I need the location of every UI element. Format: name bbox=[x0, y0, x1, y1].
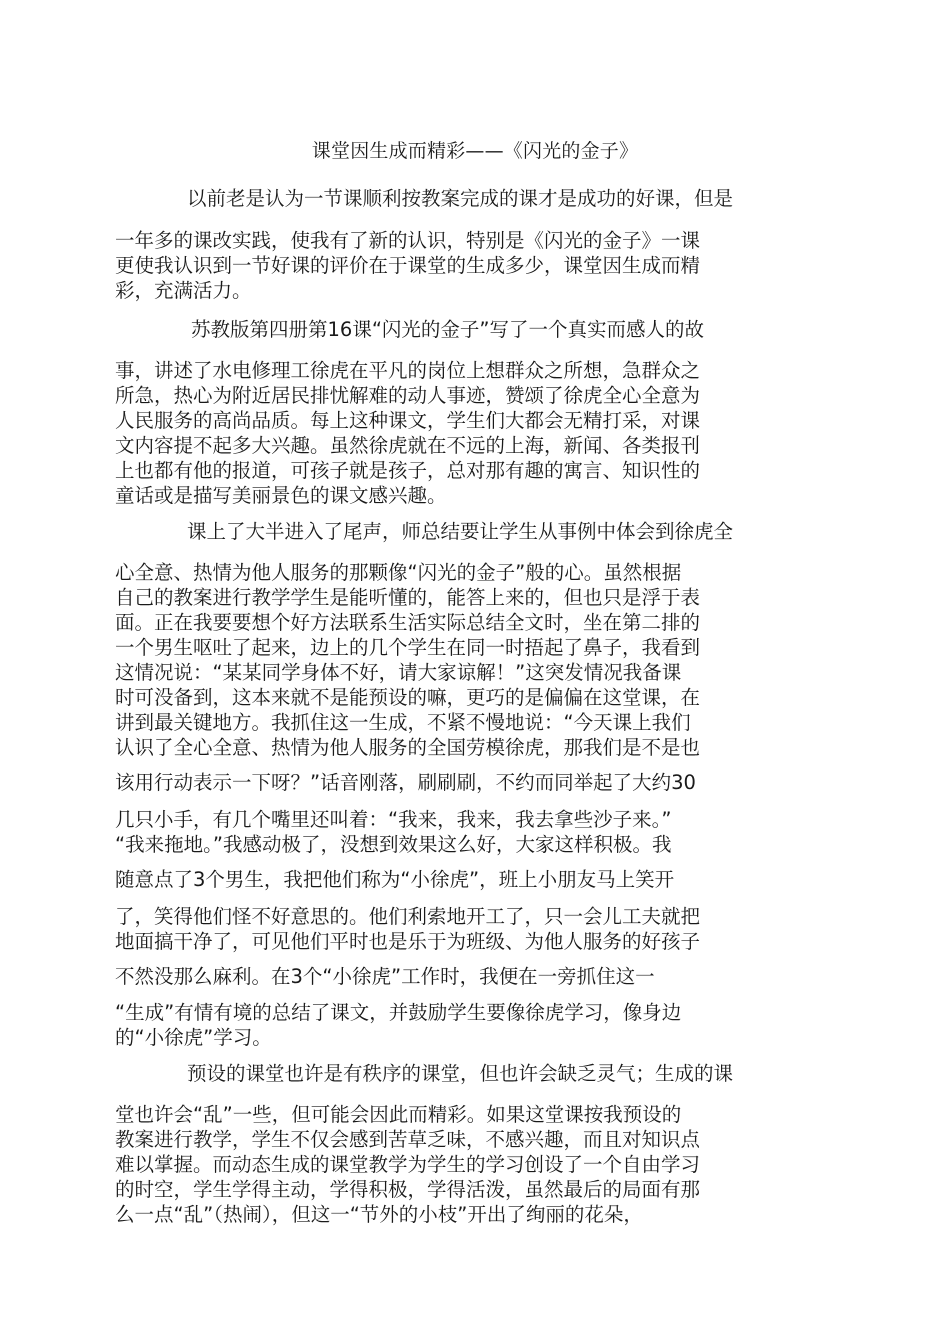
paragraph-3-line-2: 心全意、热情为他人服务的那颗像“闪光的金子”般的心。虽然根据 bbox=[115, 561, 682, 584]
paragraph-4-line-3: 教案进行教学，学生不仅会感到苦草乏味，不感兴趣，而且对知识点 bbox=[115, 1128, 701, 1151]
paragraph-3-line-17: “生成”有情有境的总结了课文，并鼓励学生要像徐虎学习，像身边 bbox=[115, 1001, 682, 1024]
paragraph-3-line-5: 一个男生呕吐了起来，边上的几个学生在同一时捂起了鼻子，我看到 bbox=[115, 636, 701, 659]
paragraph-2-line-3: 所急，热心为附近居民排忧解难的动人事迹，赞颂了徐虎全心全意为 bbox=[115, 384, 701, 407]
paragraph-2-line-5: 文内容提不起多大兴趣。虽然徐虎就在不远的上海，新闻、各类报刊 bbox=[115, 434, 701, 457]
paragraph-4-line-1: 预设的课堂也许是有秩序的课堂，但也许会缺乏灵气；生成的课 bbox=[187, 1062, 734, 1085]
paragraph-3-line-11: 几只小手，有几个嘴里还叫着：“我来，我来，我去拿些沙子来。” bbox=[115, 808, 672, 831]
paragraph-1-line-2: 一年多的课改实践，使我有了新的认识，特别是《闪光的金子》一课 bbox=[115, 229, 701, 252]
paragraph-4-line-4: 难以掌握。而动态生成的课堂教学为学生的学习创设了一个自由学习 bbox=[115, 1153, 701, 1176]
paragraph-3-line-1: 课上了大半进入了尾声，师总结要让学生从事例中体会到徐虎全 bbox=[187, 520, 734, 543]
paragraph-3-line-14: 了，笑得他们怪不好意思的。他们利索地开工了，只一会儿工夫就把 bbox=[115, 905, 701, 928]
paragraph-3-line-7: 时可没备到，这本来就不是能预设的嘛，更巧的是偏偏在这堂课，在 bbox=[115, 686, 701, 709]
paragraph-3-line-12: “我来拖地。”我感动极了，没想到效果这么好，大家这样积极。我 bbox=[115, 833, 672, 856]
paragraph-3-line-16: 不然没那么麻利。在3个“小徐虎”工作时，我便在一旁抓住这一 bbox=[115, 965, 655, 988]
paragraph-2-line-1: 苏教版第四册第16课“闪光的金子”写了一个真实而感人的故 bbox=[191, 318, 705, 341]
paragraph-3-line-10: 该用行动表示一下呀？”话音刚落，刷刷刷，不约而同举起了大约30 bbox=[115, 771, 696, 794]
paragraph-2-line-4: 人民服务的高尚品质。每上这种课文，学生们大都会无精打采，对课 bbox=[115, 409, 701, 432]
paragraph-3-line-9: 认识了全心全意、热情为他人服务的全国劳模徐虎，那我们是不是也 bbox=[115, 736, 701, 759]
paragraph-3-line-18: 的“小徐虎”学习。 bbox=[115, 1026, 272, 1049]
paragraph-4-line-5: 的时空，学生学得主动，学得积极，学得活泼，虽然最后的局面有那 bbox=[115, 1178, 701, 1201]
paragraph-3-line-8: 讲到最关键地方。我抓住这一生成，不紧不慢地说：“今天课上我们 bbox=[115, 711, 691, 734]
paragraph-1-line-3: 更使我认识到一节好课的评价在于课堂的生成多少，课堂因生成而精 bbox=[115, 254, 701, 277]
paragraph-3-line-4: 面。正在我要要想个好方法联系生活实际总结全文时，坐在第二排的 bbox=[115, 611, 701, 634]
paragraph-3-line-6: 这情况说：“某某同学身体不好，请大家谅解！”这突发情况我备课 bbox=[115, 661, 682, 684]
paragraph-4-line-6: 么一点“乱”（热闹），但这一“节外的小枝”开出了绚丽的花朵， bbox=[115, 1203, 643, 1226]
paragraph-4-line-2: 堂也许会“乱”一些，但可能会因此而精彩。如果这堂课按我预设的 bbox=[115, 1103, 682, 1126]
paragraph-3-line-15: 地面搞干净了，可见他们平时也是乐于为班级、为他人服务的好孩子 bbox=[115, 930, 701, 953]
paragraph-2-line-2: 事，讲述了水电修理工徐虎在平凡的岗位上想群众之所想，急群众之 bbox=[115, 359, 701, 382]
paragraph-3-line-3: 自己的教案进行教学学生是能听懂的，能答上来的，但也只是浮于表 bbox=[115, 586, 701, 609]
document-title: 课堂因生成而精彩——《闪光的金子》 bbox=[311, 140, 639, 162]
paragraph-1-line-4: 彩，充满活力。 bbox=[115, 279, 252, 302]
paragraph-1-line-1: 以前老是认为一节课顺利按教案完成的课才是成功的好课，但是 bbox=[187, 187, 734, 210]
paragraph-3-line-13: 随意点了3个男生，我把他们称为“小徐虎”，班上小朋友马上笑开 bbox=[115, 868, 675, 891]
paragraph-2-line-7: 童话或是描写美丽景色的课文感兴趣。 bbox=[115, 484, 447, 507]
paragraph-2-line-6: 上也都有他的报道，可孩子就是孩子，总对那有趣的寓言、知识性的 bbox=[115, 459, 701, 482]
